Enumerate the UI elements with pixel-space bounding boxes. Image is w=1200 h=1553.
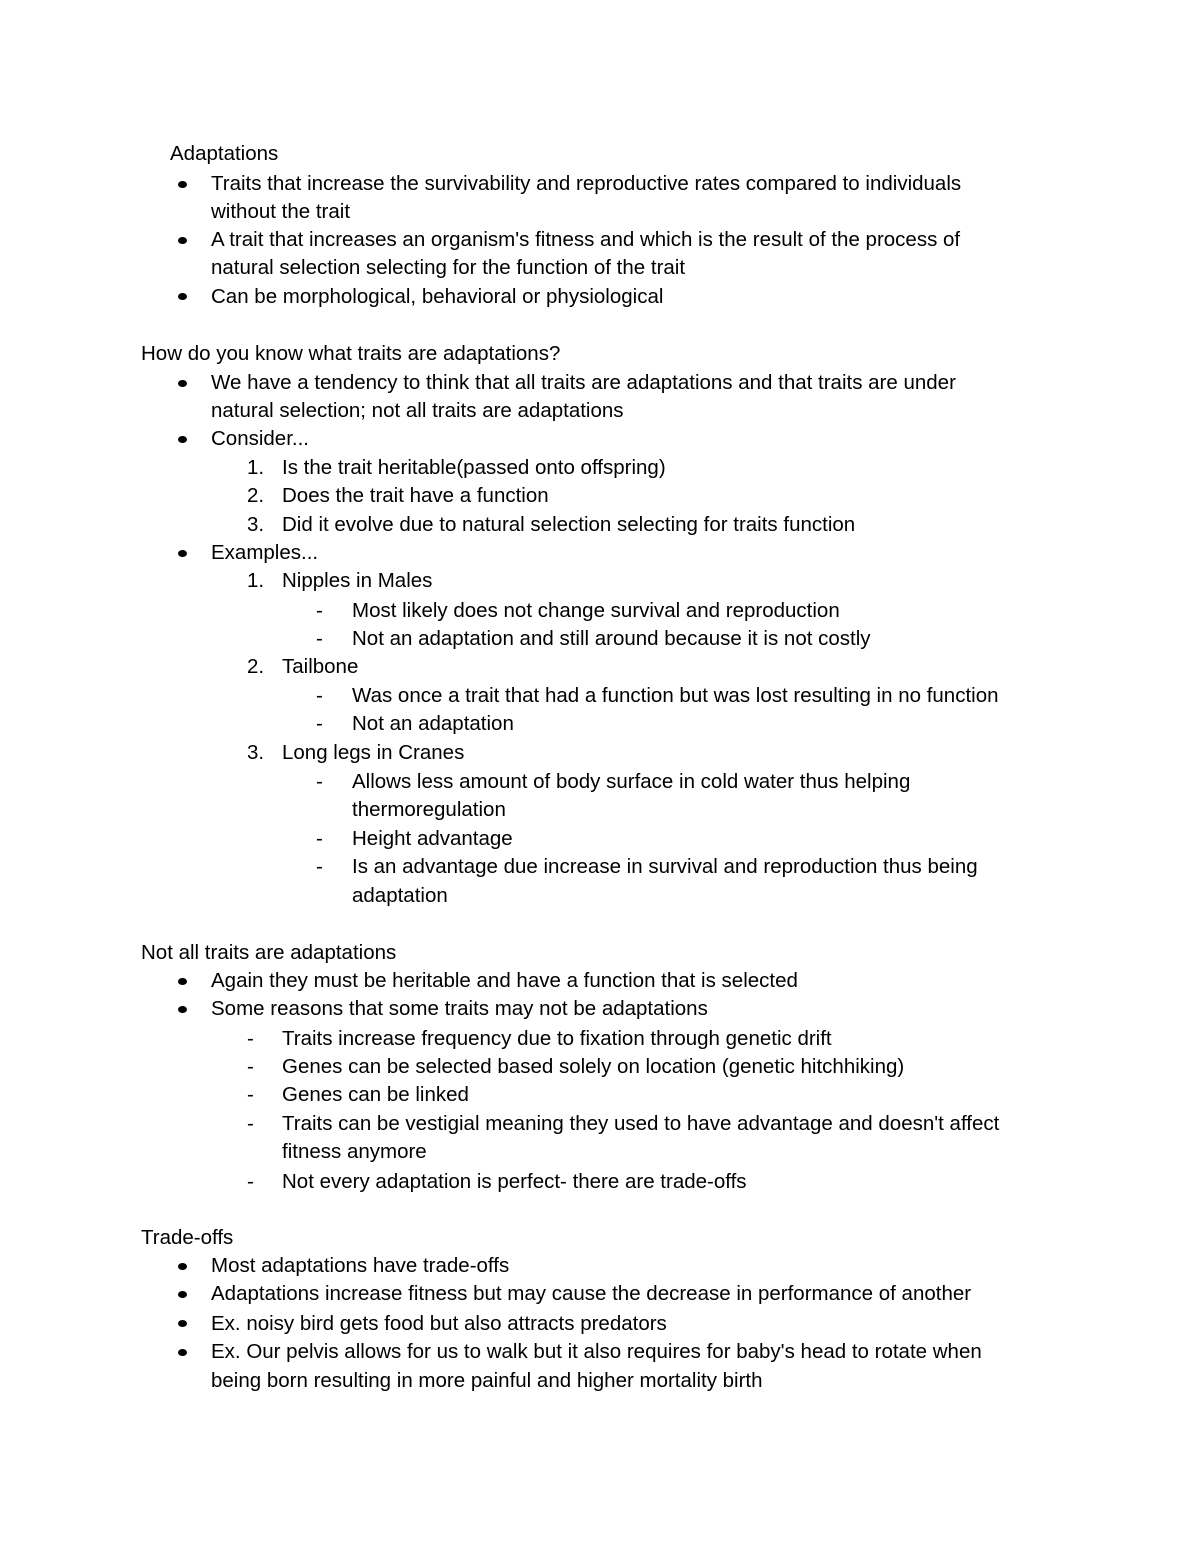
list-item-text: Is the trait heritable(passed onto offspring)	[282, 456, 666, 479]
bullet-text: Can be morphological, behavioral or physiological	[211, 285, 664, 308]
dash-marker: -	[316, 599, 323, 622]
sub-point-text: Height advantage	[352, 827, 513, 850]
bullet-dot	[178, 436, 187, 443]
bullet-text: Again they must be heritable and have a function that is selected	[211, 969, 798, 992]
section-heading-not-all-traits: Not all traits are adaptations	[141, 941, 397, 964]
list-number: 1.	[247, 569, 265, 592]
sub-point-text: fitness anymore	[282, 1140, 427, 1163]
bullet-dot	[178, 1349, 187, 1356]
sub-point-text: adaptation	[352, 884, 448, 907]
dash-marker: -	[247, 1170, 254, 1193]
bullet-text: without the trait	[211, 200, 351, 223]
bullet-dot	[178, 1006, 187, 1013]
dash-marker: -	[316, 855, 323, 878]
bullet-text: A trait that increases an organism's fitness and which is the result of the process of	[211, 228, 961, 251]
list-number: 3.	[247, 513, 265, 536]
bullet-dot	[178, 978, 187, 985]
sub-point-text: thermoregulation	[352, 798, 506, 821]
bullet-text: Ex. noisy bird gets food but also attracts predators	[211, 1312, 667, 1335]
bullet-text: Some reasons that some traits may not be adaptations	[211, 997, 708, 1020]
dash-marker: -	[247, 1112, 254, 1135]
bullet-text: Most adaptations have trade-offs	[211, 1254, 510, 1277]
bullet-text: Examples...	[211, 541, 319, 564]
list-item-text: Tailbone	[282, 655, 359, 678]
list-number: 2.	[247, 484, 265, 507]
sub-point-text: Most likely does not change survival and reproduction	[352, 599, 840, 622]
list-number: 2.	[247, 655, 265, 678]
list-item-text: Does the trait have a function	[282, 484, 549, 507]
section-heading-adaptations: Adaptations	[170, 142, 279, 165]
dash-marker: -	[247, 1055, 254, 1078]
dash-marker: -	[316, 712, 323, 735]
sub-point-text: Genes can be linked	[282, 1083, 469, 1106]
sub-point-text: Genes can be selected based solely on location (genetic hitchhiking)	[282, 1055, 905, 1078]
dash-marker: -	[247, 1027, 254, 1050]
dash-marker: -	[316, 827, 323, 850]
sub-point-text: Not an adaptation and still around because it is not costly	[352, 627, 871, 650]
dash-marker: -	[316, 684, 323, 707]
list-item-text: Long legs in Cranes	[282, 741, 465, 764]
dash-marker: -	[316, 770, 323, 793]
bullet-text: Ex. Our pelvis allows for us to walk but it also requires for baby's head to rotate when	[211, 1340, 982, 1363]
bullet-dot	[178, 237, 187, 244]
sub-point-text: Traits increase frequency due to fixation through genetic drift	[282, 1027, 832, 1050]
bullet-dot	[178, 1320, 187, 1327]
sub-point-text: Traits can be vestigial meaning they used to have advantage and doesn't affect	[282, 1112, 1000, 1135]
sub-point-text: Not every adaptation is perfect- there are trade-offs	[282, 1170, 747, 1193]
bullet-text: Adaptations increase fitness but may cause the decrease in performance of another	[211, 1282, 972, 1305]
section-heading-trade-offs: Trade-offs	[141, 1226, 234, 1249]
sub-point-text: Was once a trait that had a function but was lost resulting in no function	[352, 684, 999, 707]
bullet-text: Traits that increase the survivability and reproductive rates compared to individuals	[211, 172, 962, 195]
bullet-dot	[178, 1263, 187, 1270]
sub-point-text: Is an advantage due increase in survival and reproduction thus being	[352, 855, 978, 878]
bullet-dot	[178, 1291, 187, 1298]
bullet-dot	[178, 181, 187, 188]
bullet-text: natural selection selecting for the function of the trait	[211, 256, 686, 279]
dash-marker: -	[316, 627, 323, 650]
list-number: 3.	[247, 741, 265, 764]
bullet-text: natural selection; not all traits are adaptations	[211, 399, 624, 422]
bullet-dot	[178, 293, 187, 300]
bullet-text: We have a tendency to think that all traits are adaptations and that traits are under	[211, 371, 956, 394]
bullet-dot	[178, 380, 187, 387]
sub-point-text: Allows less amount of body surface in cold water thus helping	[352, 770, 911, 793]
sub-point-text: Not an adaptation	[352, 712, 514, 735]
bullet-dot	[178, 550, 187, 557]
bullet-text: Consider...	[211, 427, 309, 450]
list-item-text: Nipples in Males	[282, 569, 433, 592]
list-number: 1.	[247, 456, 265, 479]
bullet-text: being born resulting in more painful and higher mortality birth	[211, 1369, 763, 1392]
section-heading-how-do-you-know: How do you know what traits are adaptations?	[141, 342, 561, 365]
list-item-text: Did it evolve due to natural selection selecting for traits function	[282, 513, 856, 536]
dash-marker: -	[247, 1083, 254, 1106]
